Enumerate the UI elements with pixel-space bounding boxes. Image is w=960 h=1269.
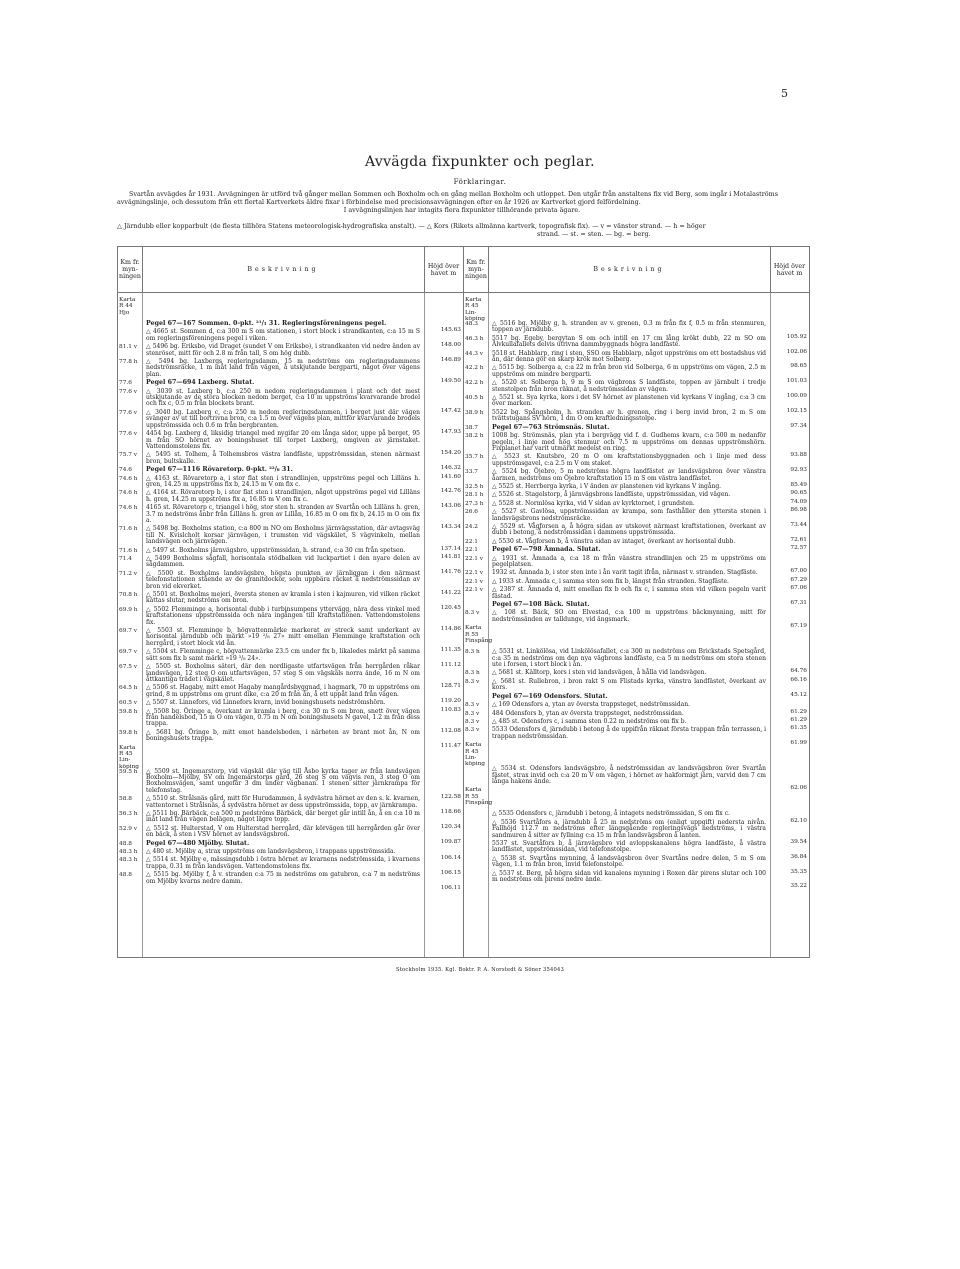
table-row (464, 422, 809, 431)
table-row (118, 387, 463, 414)
km-cell: 52.9 v (119, 825, 138, 832)
description-cell: △ 5530 st. Vågforsen b, å vänstra sidan av intaget, överkant av horisontal dubb. (492, 537, 736, 545)
table-row (464, 602, 809, 608)
description-cell: Pegel 67—167 Sommen. 0-pkt. ²¹/₁ 31. Regleringsföreningens pegel. (146, 320, 387, 327)
description-cell: △ 5528 st. Normlösa kyrka, vid V sidan av kyrktornet, i grundsten. (492, 499, 695, 507)
table-row (464, 765, 809, 792)
km-cell: Karta R 45 Lin- köping (465, 742, 486, 768)
km-cell: 42.2 h (465, 380, 484, 387)
km-cell: Karta R 44 Hjo (119, 297, 136, 316)
page-number: 5 (781, 87, 788, 100)
km-cell: 69.9 h (119, 606, 138, 613)
km-cell: 8.3 v (465, 710, 480, 717)
table-row (464, 364, 809, 385)
km-cell: 27.3 h (465, 500, 484, 507)
description-cell: △ 5520 st. Solberga b, 9 m S om vägbrons S landfäste, toppen av järnbult i tredje stenstolpen från bron räknat, å nedströmssidan av vägen. (492, 379, 766, 393)
km-cell: 8.3 v (465, 727, 480, 734)
table-row (464, 742, 809, 768)
description-cell: Pegel 67—798 Ämnada. Slutat. (492, 546, 601, 554)
description-cell: 5522 bg. Spångsholm, h. stranden av h. grenen, ring i berg invid bron, 2 m S om tvättstugans SV hörn, 1 dm O om kraftledningsstolpe. (492, 408, 766, 423)
description-cell: △ 5531 st. Linkölösa, vid Linkölösafallet, c:a 300 m nedströms om Brickstads Spetsgård, c:a 35 m nedströms om den nya vägbrons landfäste, c:a 5 m nedströms om stora stenen ute i forsen, i stort block i ån. (492, 648, 766, 669)
height-cell: 147.93 (440, 429, 461, 436)
height-cell: 106.15 (440, 870, 461, 877)
description-cell: △ 5514 st. Mjölby e, mässingsdubb i östra hörnet av kvarnens nedströmssida, i kvarnens trappa, 0.31 m från landsvägen. Vattendomstolens fix. (146, 856, 420, 870)
height-cell: 128.71 (440, 683, 461, 690)
table-row (118, 380, 463, 386)
header-km: Km fr. myn- ningen (118, 247, 143, 292)
table-row (464, 691, 809, 700)
description-cell: △ 3040 bg. Laxberg c, c:a 250 m nedom regleringsdammen, i berget just där vägen svänger av ut till bortrivna bron, c:a 1.5 m över vägens plan, mittför kvarvarande brodels uppströmssida och 0.6 m från bergbranten. (146, 408, 420, 429)
km-cell: 70.8 h (119, 592, 138, 599)
km-cell: 33.7 (465, 469, 478, 476)
description-cell: △ 5495 st. Tolhem, å Tolhemsbros västra landfäste, uppströmssidan, stenen närmast bron, bultskalle. (146, 451, 420, 465)
table-row (118, 727, 463, 749)
km-cell: Karta R 45 Lin- köping (465, 297, 486, 323)
legend-line: strand. — st. = sten. — bg. = berg. (537, 230, 651, 238)
legend-line: △ Järndubb eller kopparbult (de flesta tillhöra Statens meteorologisk-hydrografiska anstalt). — △ Kors (Rikets allmänna kartverk, topografisk fix). — v = vänster strand. — h = höger (117, 222, 706, 230)
km-cell: 81.1 v (119, 344, 138, 351)
description-cell: △ 5506 st. Hagaby, mitt emot Hagaby mangårdsbyggnad, i hagmark, 70 m uppströms om grind, 8 m uppströms om grunt dike, c:a 20 m från ån, å ett uppåt land från vägen. (146, 684, 420, 698)
header-height: Höjd över havet m (427, 262, 460, 277)
table-header (464, 247, 809, 293)
km-cell: 59.8 h (119, 708, 138, 715)
description-cell: △ 5527 st. Gavlösa, uppströmssidan av krampa, som fasthåller den yttersta stenen i landsvägsbrons nedströmsräcke. (492, 508, 766, 522)
height-cell: 72.61 (790, 536, 807, 543)
table-row (464, 625, 809, 647)
km-cell: 77.6 v (119, 431, 138, 438)
km-cell: 24.2 (465, 523, 478, 530)
height-cell: 106.14 (440, 855, 461, 862)
description-cell: Pegel 67—480 Mjölby. Slutat. (146, 839, 250, 847)
height-cell: 98.65 (790, 363, 807, 370)
height-cell: 114.86 (440, 626, 461, 633)
description-cell: △ 5503 st. Flemminge b, högvattenmärke markerat av streck samt underkant av horisontal järndubb och märkt »19 ²/₈ 27» mitt emellan Flemminge kraftstation och herrgård, i stort block vid ån. (146, 627, 420, 647)
height-cell: 102.06 (786, 348, 807, 355)
height-cell: 119.20 (440, 698, 461, 705)
height-cell: 62.10 (790, 817, 807, 824)
description-cell: △ 5536 Svartåfors a, järndubb å 25 m nedströms om (enligt uppgift) nedersta nivån. Fallhöjd 112.7 m nedströms efter längsgående regleringsvägs nedströms, i västra sandmuren å sitter av fyllning c:a 15 m från landsvägsbron å lanten. (492, 818, 766, 839)
km-cell: 44.3 v (465, 350, 484, 357)
height-cell: 61.29 (790, 708, 807, 715)
km-cell: 22.1 v (465, 587, 484, 594)
table-row (118, 473, 463, 495)
height-cell: 100.09 (786, 393, 807, 400)
description-cell: △ 5494 bg. Laxbergs regleringsdamm, 15 m nedströms om regleringsdammens nedströmsräcke, 1 m inåt land från vägen, å utskjutande bergparti, något över vägens plan. (146, 358, 420, 378)
km-cell: 77.6 v (119, 388, 138, 395)
km-cell: Karta R 55 Finspång (465, 787, 493, 807)
height-cell: 62.06 (790, 785, 807, 792)
description-cell: △ 5511 bg. Bärbäck, c:a 500 m nedströms Bärbäck, där berget går intill ån, å en c:a 10 m inåt land från vägen belägen, något lägre topp. (146, 810, 420, 824)
height-cell: 112.08 (440, 727, 461, 734)
description-cell: △ 5538 st. Svartåns mynning, å landsvägsbron över Svartåns nedre delen, 5 m S om vägen, 1.1 m från bron, invid telefonstolpe. (492, 854, 766, 869)
height-cell: 74.09 (790, 498, 807, 505)
description-cell: △ 5505 st. Boxholms säteri, där den nordligaste utfartsvägen från herrgården råkar landsvägen, 12 steg O om utfartsvägen, 57 steg S om vägskäls norra ände, 16 m N om åttkantiga trädet i vägskälet. (146, 663, 420, 683)
height-cell: 86.98 (790, 507, 807, 514)
km-cell: 48.3 h (119, 857, 138, 864)
description-cell: △ 5523 st. Knutsbro, 20 m O om kraftstationsbyggnaden och i linje med dess uppströmsgavel, c:a 2.5 m V om staket. (492, 453, 766, 467)
km-cell: 48.3 (465, 321, 478, 327)
km-cell: 38.2 h (465, 433, 484, 440)
km-cell: 48.8 (119, 840, 132, 847)
table-row (118, 489, 463, 510)
description-cell: △ 5535 Odensfors c, järndubb i betong, å intagets nedströmssidan, S om fix c. (492, 810, 730, 818)
km-cell: 22.1 (465, 538, 478, 545)
description-cell: △ 5496 bg. Eriksbo, vid Draget (sundet V om Eriksbo), i strandkanten vid nedre änden av stenröset, mitt för och 2.8 m från tall, S om hög dubb. (146, 343, 420, 357)
table-row (118, 627, 463, 654)
table-row (464, 787, 809, 809)
km-cell: 22.1 v (465, 555, 484, 562)
description-cell: Pegel 67—1116 Rövaretorp. 0-pkt. ²²/₆ 31. (146, 466, 293, 474)
km-cell: 74.6 (119, 467, 132, 474)
description-cell: △ 5681 st. Källtorp, kors i sten vid landsvägen, å hålla vid landsvägen. (492, 669, 707, 677)
height-cell: 90.65 (790, 490, 807, 497)
height-cell: 146.89 (440, 357, 461, 364)
table-row (464, 609, 809, 630)
height-cell: 141.60 (440, 473, 461, 480)
km-cell: 46.3 h (465, 335, 484, 342)
description-cell: △ 1931 st. Ämnada a, c:a 18 m från vänstra strandlinjen och 25 m uppströms om pegelplatsen. (492, 554, 766, 568)
height-cell: 67.06 (790, 585, 807, 592)
description-cell: △ 5504 st. Flemminge c, högvattenmärke 23.5 cm under fix b, likaledes märkt på samma sätt som fix b samt märkt »19 ³/₈ 24». (146, 648, 420, 662)
km-cell: 22.1 v (465, 570, 484, 577)
table-row (118, 848, 463, 862)
description-cell: 4165 st. Rövaretorp c, triangel i hög, stor sten h. stranden av Svartån och Lilläns h. gren, 3.7 m nedströms ånbr från Lilläns h. gren av Lillån, 16.85 m O om fix b, 24.15 m O om fix a. (146, 504, 420, 524)
description-cell: 5533 Odensfors d, järndubb i betong å de uppifrån räknat första trappan från terrassen, i trappan nedströmssidan. (492, 726, 766, 740)
km-cell: 8.3 v (465, 678, 480, 685)
km-cell: 71.2 v (119, 570, 138, 577)
description-cell: △ 1933 st. Ämnada c, i samma sten som fix b, längst från stranden. Stagfäste. (492, 577, 729, 585)
height-cell: 92.93 (790, 467, 807, 474)
height-cell: 39.54 (790, 838, 807, 845)
description-cell: △ 5502 Flemminge a, horisontal dubb i turbinsumpens yttervägg, nära dess vinkel med kraftstationens uppströmssida och nära ingången till kraftstationen. Vattendomstolens fix. (146, 605, 420, 626)
height-cell: 85.49 (790, 481, 807, 488)
km-cell: 32.5 h (465, 483, 484, 490)
height-cell: 120.34 (440, 823, 461, 830)
height-cell: 97.34 (790, 422, 807, 429)
table-row (464, 868, 809, 890)
description-cell: △ 480 st. Mjölby a, strax uppströms om landsvägsbron, i trappans uppströmssida. (146, 848, 396, 856)
table-rows (464, 297, 809, 890)
description-cell: △ 5498 bg. Boxholms station, c:a 800 m NO om Boxholms järnvägsstation, där avtagsväg till N. Kvislcholt korsar järnvägen, i trumsten vid vägskälet, S vägvinkeln, mellan landsvägen och järnvägen. (146, 525, 420, 546)
km-cell: 8.3 v (465, 610, 480, 617)
description-cell: △ 5681 bg. Öringe b, mitt emot handelsboden, i närheten av brant mot ån, N om boningshusets trappa. (146, 728, 420, 743)
km-cell: 48.8 (119, 872, 132, 879)
height-cell: 143.34 (440, 524, 461, 531)
table-row (464, 576, 809, 592)
km-cell: 60.5 v (119, 700, 138, 707)
description-cell: 484 Odensfors b, ytan av översta trappsteget, nedströmssidan. (492, 709, 684, 717)
height-cell: 36.84 (790, 853, 807, 860)
height-cell: 105.92 (786, 333, 807, 340)
height-cell: 143.06 (440, 503, 461, 510)
table-row (464, 547, 809, 553)
height-cell: 66.16 (790, 676, 807, 683)
description-cell: △ 4665 st. Sommen d, c:a 300 m S om stationen, i stort block i strandkanten, c:a 15 m S om regleringsföreningens pegel i viken. (146, 328, 420, 342)
header-height: Höjd över havet m (773, 262, 806, 277)
km-cell: 74.6 h (119, 505, 138, 512)
km-cell: 71.4 (119, 556, 132, 562)
height-cell: 149.50 (440, 378, 461, 385)
km-cell: 71.6 h (119, 547, 138, 554)
table-row (464, 716, 809, 732)
height-cell: 111.12 (440, 662, 461, 669)
description-cell: △ 108 st. Bäck, SO om Elvestad, c:a 100 m uppströms bäckmynning, mitt för nedströmsänden av talldunge, vid ängsmark. (492, 609, 766, 623)
km-cell: 67.5 v (119, 664, 138, 671)
description-cell: 1932 st. Ämnada b, i stor sten inte i ån varit tagit ifrån, närmast v. stranden. Stagfäste. (492, 569, 758, 577)
height-cell: 146.32 (440, 465, 461, 472)
km-cell: 77.6 (119, 380, 132, 387)
table-row (464, 817, 809, 845)
legend (117, 222, 807, 238)
table-row (118, 871, 463, 892)
height-cell: 106.11 (440, 885, 461, 892)
description-cell: △ 5521 st. Sya kyrka, kors i det SV hörnet av planstenen vid kyrkans V ingång, c:a 3 cm över marken. (492, 394, 766, 408)
description-cell: △ 5524 bg. Öjebro, 5 m nedströms högra landfästet av landsvägsbron över vänstra åarmen, nedströms om Öjebro kraftstation 15 m S om västra landfästet. (492, 468, 766, 482)
height-cell: 120.45 (440, 604, 461, 611)
description-cell: △ 5526 st. Stagelstorp, å järnvägsbrons landfäste, uppströmssidan, vid vägen. (492, 491, 731, 499)
km-cell: 56.3 h (119, 811, 138, 817)
km-cell: 22.1 (465, 547, 478, 554)
km-cell: 8.3 v (465, 718, 480, 725)
height-cell: 35.22 (790, 883, 807, 890)
description-cell: △ 5515 bg. Mjölby f, å v. stranden c:a 75 m nedströms om gatubron, c:a 7 m nedströms om Mjölby kvarns nedre damm. (146, 871, 420, 885)
description-cell: △ 169 Odensfors a, ytan av översta trappsteget, nedströmssidan. (492, 701, 691, 709)
height-cell: 61.99 (790, 740, 807, 747)
table-row (118, 706, 463, 734)
description-cell: △ 5497 st. Boxholms järnvägsbro, uppströmssidan, h. strand, c:a 30 cm från spetsen. (146, 546, 406, 554)
table-row (118, 838, 463, 847)
km-cell: Karta R 55 Finspång (465, 625, 493, 645)
description-cell: Pegel 67—108 Bäck. Slutat. (492, 601, 590, 609)
km-cell: 59.8 h (119, 729, 138, 736)
height-cell: 118.66 (440, 809, 461, 815)
km-cell: 8.3 h (465, 670, 480, 677)
left-table (117, 246, 464, 958)
height-cell: 122.58 (440, 794, 461, 801)
description-cell: △ 5500 st. Boxholms landsvägsbro, högsta punkten av järnliggan i den närmast telefonstationen stående av de granitdockor, som uppbära räcket å nedströmssidan av bron vid ekverket. (146, 569, 420, 590)
description-cell: △ 4163 st. Rövaretorp a, i stor flat sten i strandlinjen, uppströms pegel och Lilläns h. gren, 14.25 m uppströms fix b, 24.15 m V om fix c. (146, 474, 420, 488)
height-cell: 61.35 (790, 725, 807, 732)
description-cell: △ 5501 st. Boxholms mejeri, översta stenen av kramla i sten i kajmuren, vid vilken räcket kättas slutar, nedströms om bron. (146, 591, 420, 605)
height-cell: 109.87 (440, 838, 461, 845)
header-km: Km fr. myn- ningen (464, 247, 489, 292)
description-cell: △ 2387 st. Ämnada d, mitt emellan fix b och fix c, i samma sten vid vilken pegeln varit fästad. (492, 586, 766, 600)
km-cell: 75.7 v (119, 452, 138, 459)
km-cell: 69.7 v (119, 628, 138, 635)
intro-paragraph: Svartån avvägdes år 1931. Avvägningen är utförd två gånger mellan Sommen och Boxholm och en gång mellan Boxholm och utloppet. Den utgår från anstaltens fix vid Berg, som ingår i Motalaströms avvägningslinje, och dessutom från ett flertal Kartverkets äldre fixar i förbindelse med precisionsavvägningen efter en år 1926 av Kartverket gjord felfördelning. (117, 190, 778, 206)
description-cell: 5537 st. Svartåfors b, å järnvägsbro vid avloppskanalens högra landfäste, å västra landfästet, uppströmssidan, vid telefonstolpe. (492, 839, 766, 854)
height-cell: 154.20 (440, 450, 461, 457)
table-header (118, 247, 463, 293)
description-cell: △ 5681 st. Rullebron, i bron rakt S om Flistads kyrka, vänstra landfästet, överkant av kors. (492, 677, 766, 692)
page-title: Avvägda fixpunkter och peglar. (365, 154, 595, 170)
height-cell: 35.35 (790, 868, 807, 875)
km-cell: 74.6 h (119, 490, 138, 497)
description-cell: △ 3039 st. Laxberg b, c:a 250 m nedom regleringsdammen i plant och det mest utskjutande av de stora blocken nedom berget, c:a 10 m uppströms kvarvarande brodel och fix c, 0.5 m från blockets brant. (146, 387, 420, 408)
height-cell: 145.63 (440, 327, 461, 334)
km-cell: 26.6 (465, 509, 478, 516)
table-row (464, 810, 809, 824)
description-cell: 1008 bg. Strömsnäs, plan yta i bergvägg vid f. d. Gudhems kvarn, c:a 500 m nedanför pegeln, i linje med hög stenmur och 7.5 m uppströms om dennas uppströmshörn. Fixplanet har varit utmärkt medelst en ring. (492, 432, 766, 452)
height-cell: 67.00 (790, 568, 807, 575)
height-cell: 111.47 (440, 742, 461, 749)
km-cell: 77.6 v (119, 409, 138, 416)
description-cell: △ 5499 Boxholms sågfall, horisontala stödbalken vid luckpartiet i den nyare delen av sågdammen. (146, 555, 420, 569)
km-cell: 74.6 h (119, 475, 138, 482)
height-cell: 141.22 (440, 590, 461, 597)
km-cell: 59.5 h (119, 768, 138, 775)
km-cell: 38.9 h (465, 409, 484, 416)
description-cell: △ 5512 st. Hulterstad, V om Hulterstad herrgård, där körvägen till herrgården går över en bäck, å sten i VSV hörnet av landsvägsbron. (146, 824, 420, 839)
table-row (118, 320, 463, 334)
height-cell: 102.15 (786, 407, 807, 414)
intro-paragraph: I avvägningslinjen har intagits flera fixpunkter tillhörande privata ägare. (343, 206, 581, 214)
km-cell: 8.3 v (465, 702, 480, 709)
table-row (464, 297, 809, 323)
table-row (464, 838, 809, 860)
km-cell: 64.5 h (119, 685, 138, 692)
km-cell: Karta R 45 Lin- köping (119, 744, 140, 770)
height-cell: 148.00 (440, 342, 461, 349)
height-cell: 101.03 (786, 378, 807, 385)
table-row (118, 742, 463, 770)
km-cell: 58.8 (119, 796, 132, 803)
km-cell: 42.2 h (465, 365, 484, 372)
description-cell: △ 5515 bg. Solberga a, c:a 22 m från bron vid Solberga, 6 m uppströms om vägen, 2.5 m uppströms om mindre bergparti. (492, 364, 766, 378)
km-cell: 40.5 h (465, 395, 484, 402)
km-cell: 35.7 h (465, 454, 484, 461)
height-cell: 67.29 (790, 576, 807, 583)
description-cell: △ 5534 st. Odensfors landsvägsbro, å nedströmssidan av landsvägsbron över Svartån fästet, strax invid och c:a 20 m V om vägen, i hörnet av hakformigt järn, varvid den 7 cm långa hakens ände. (492, 765, 766, 785)
height-cell: 137.14 (440, 545, 461, 552)
header-description: Beskrivning (142, 247, 425, 292)
table-row (118, 297, 463, 319)
height-cell: 61.29 (790, 716, 807, 723)
height-cell: 93.88 (790, 452, 807, 459)
subtitle: Förklaringar. (453, 178, 507, 186)
height-cell: 73.44 (790, 521, 807, 528)
height-cell: 111.35 (440, 647, 461, 654)
description-cell: Pegel 67—694 Laxberg. Slutat. (146, 379, 255, 387)
printer-footer: Stockholm 1935. Kgl. Boktr. P. A. Norstedt & Söner 354043 (395, 967, 564, 973)
description-cell: △ 5537 st. Berg, på högra sidan vid kanalens mynning i Roxen där pirens slutar och 100 m nedströms om pirens nedre ände. (492, 869, 766, 883)
description-cell: Pegel 67—763 Strömsnäs. Slutat. (492, 423, 610, 431)
table-rows (118, 297, 463, 892)
table-row (464, 726, 809, 747)
height-cell: 45.12 (790, 691, 807, 698)
height-cell: 141.76 (440, 568, 461, 575)
km-cell: 77.8 h (119, 359, 138, 366)
height-cell: 141.81 (440, 554, 461, 560)
description-cell: △ 5529 st. Vågforsen a, å högra sidan av utskovet närmast kraftstationen, överkant av dubb i betong, å nedströmssidan i dammens uppströmssida. (492, 522, 766, 537)
description-cell: △ 4164 st. Rövaretorp b, i stor flat sten i strandlinjen, något uppströms pegel vid Lilläns h. gren, 14.25 m uppströms fix a, 16.85 m V om fix c. (146, 489, 420, 503)
height-cell: 72.57 (790, 545, 807, 552)
km-cell: 8.3 h (465, 649, 480, 656)
description-cell: △ 5507 st. Linnefors, vid Linnefors kvarn, invid boningshusets nedströmshörn. (146, 699, 386, 707)
km-cell: 48.3 h (119, 849, 138, 856)
height-cell: 67.19 (790, 623, 807, 630)
description-cell: 4454 bg. Laxberg d, liksidig triangel med nygifar 20 em långa sidor, uppe på berget, 95 m från SO hörnet av boningshuset till torpet Laxberg, omgiven av järnstaket. Vattendomstolens fix. (146, 430, 420, 450)
height-cell: 142.76 (440, 488, 461, 495)
km-cell: 28.1 h (465, 492, 484, 499)
description-cell: △ 485 st. Odensfors c, i samma sten 0.22 m nedströms om fix b. (492, 717, 687, 725)
km-cell: 38.7 (465, 424, 478, 431)
height-cell: 64.76 (790, 668, 807, 675)
description-cell: Pegel 67—169 Odensfors. Slutat. (492, 692, 608, 700)
description-cell: 5518 st. Habblarp, ring i sten, SSO om Habblarp, något uppströms om ett bostadshus vid ån, där denna gör en skarp krök mot Solberg. (492, 349, 766, 364)
height-cell: 110.83 (440, 706, 461, 713)
right-table (463, 246, 810, 958)
description-cell: △ 5525 st. Herrberga kyrka, i V änden av planstenen vid kyrkans V ingång. (492, 482, 722, 490)
header-description: Beskrivning (488, 247, 771, 292)
table-row (118, 407, 463, 436)
description-cell: △ 5510 st. Strålsnäs gård, mitt för Hurudammen, å sydvästra hörnet av den s. k. kvarnen, vattentornet i Strålsnäs, å sydvästra hörnet av dess uppströmssida, topp, av järnkrampa. (146, 795, 420, 809)
description-cell: 5517 bg. Egeby, bergytan S om och intill en 17 cm lång krökt dubb, 22 m SO om Älvkullafallets delvis utrivna dammbyggnads högra landfäste. (492, 334, 766, 349)
height-cell: 67.31 (790, 600, 807, 607)
height-cell: 147.42 (440, 407, 461, 414)
km-cell: 71.6 h (119, 526, 138, 533)
km-cell: 22.1 v (465, 578, 484, 585)
description-cell: △ 5508 bg. Öringe a, överkant av kramla i berg, c:a 30 m S om bron, snett över vägen från handelsbod, 15 m O om vägen, 0.75 m N om boningshusets N gavel, 1.2 m från dess trappa. (146, 707, 420, 728)
table-row (464, 853, 809, 875)
km-cell: 69.7 v (119, 649, 138, 656)
intro (117, 190, 807, 214)
description-cell: △ 5509 st. Ingemarstorp, vid vägskäl där väg till Åsbo kyrka tager av från landsvägen Boxholm—Mjölby, SV om Ingemarstorps gård, 26 steg S om vägvis ren, 3 steg O om Boxholmsvägen, samt ungefär 3 dm under vägbanan. 1 stenen sitter järnkrampa för telefonstag. (146, 767, 420, 794)
description-cell: △ 5516 bg. Mjölby g, h. stranden av v. grenen, 0.3 m från fix f, 0.5 m från stenmuren, toppen av järndubb. (492, 320, 766, 334)
